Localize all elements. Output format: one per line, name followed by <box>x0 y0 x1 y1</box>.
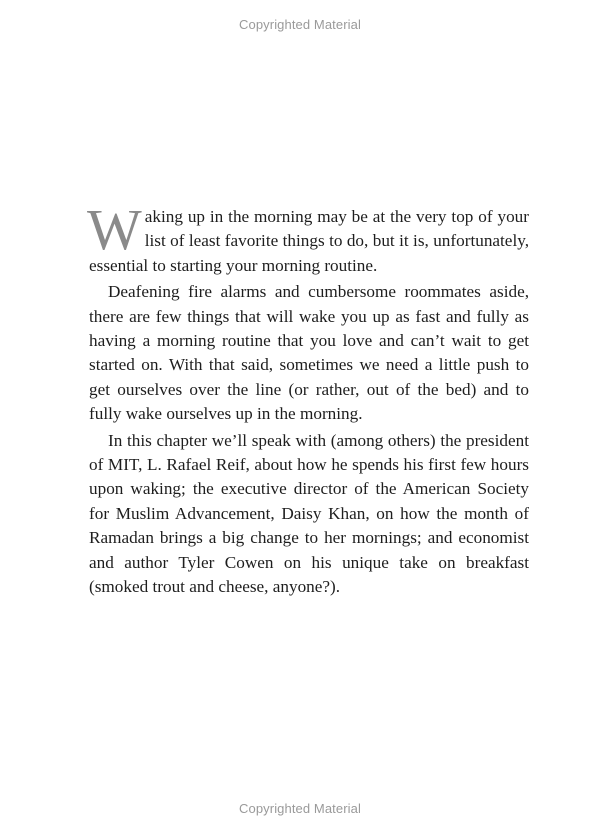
paragraph-2: Deafening fire alarms and cumbersome roommates aside, there are few things that will wake you up as fast and fully as having a morning routine that you love and can’t wait to get started on. With that said, sometimes we need a little push to get ourselves over the line (or rather, out of the bed) and to fully wake ourselves up in the morning. <box>89 282 529 424</box>
copyright-watermark-top: Copyrighted Material <box>239 17 361 32</box>
copyright-watermark-bottom: Copyrighted Material <box>239 801 361 816</box>
chapter-intro-text <box>87 197 529 600</box>
paragraph-3: In this chapter we’ll speak with (among others) the president of MIT, L. Rafael Reif, about how he spends his first few hours upon waking; the executive director of the American Society for Muslim Advancement, Daisy Khan, on how the month of Ramadan brings a big change to her mornings; and economist and author Tyler Cowen on his unique take on breakfast (smoked trout and cheese, anyone?). <box>89 430 529 597</box>
paragraph-1-text: aking up in the morning may be at the very top of your list of least favorite things to do, but it is, unfortunately, essential to starting your morning routine. <box>89 207 529 275</box>
drop-cap: W <box>87 197 142 262</box>
paragraph-1 <box>87 197 529 278</box>
